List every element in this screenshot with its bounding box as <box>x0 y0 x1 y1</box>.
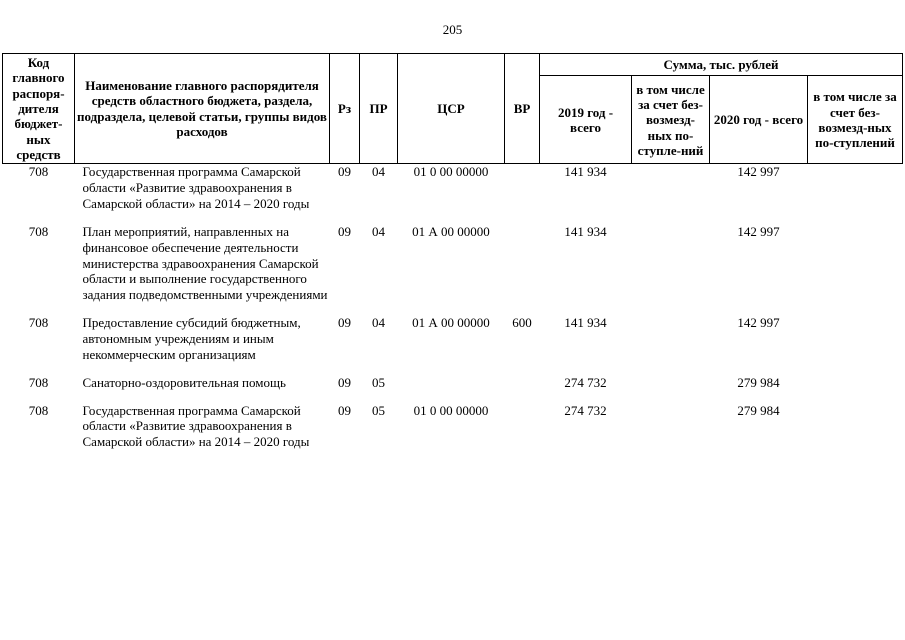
header-kod: Код главного распоря-дителя бюджет-ных средств <box>3 54 75 164</box>
cell-2020-total: 279 984 <box>737 374 780 390</box>
cell-pr: 04 <box>372 223 385 239</box>
cell-2019-free <box>632 164 710 224</box>
cell-kod: 708 <box>28 164 49 180</box>
header-vr: ВР <box>505 54 540 164</box>
page-number: 205 <box>442 22 463 37</box>
budget-table <box>2 53 903 450</box>
cell-2020-free <box>808 375 903 403</box>
cell-kod: 708 <box>28 223 49 239</box>
header-csr: ЦСР <box>398 54 505 164</box>
cell-2019-free <box>632 403 710 451</box>
header-2019-total: 2019 год - всего <box>540 76 632 164</box>
cell-2020-total: 142 997 <box>737 315 780 331</box>
cell-2020-total: 142 997 <box>737 223 780 239</box>
cell-vr <box>505 375 540 403</box>
cell-2019-free <box>632 315 710 375</box>
cell-vr: 600 <box>512 315 532 331</box>
cell-pr: 04 <box>372 315 385 331</box>
cell-kod: 708 <box>28 402 49 418</box>
cell-csr: 01 А 00 00000 <box>412 223 490 239</box>
cell-2020-free <box>808 315 903 375</box>
cell-2020-free <box>808 164 903 224</box>
cell-2019-total: 141 934 <box>564 223 607 239</box>
cell-2019-total: 274 732 <box>564 374 607 390</box>
cell-2020-free <box>808 224 903 315</box>
cell-rz: 09 <box>338 223 351 239</box>
cell-csr: 01 0 00 00000 <box>413 402 489 418</box>
header-2019-free: в том числе за счет без-возмезд-ных по-ступле-ний <box>632 76 710 164</box>
table-header <box>3 54 903 164</box>
cell-name: Санаторно-оздоровительная помощь <box>82 374 286 390</box>
cell-2020-total: 142 997 <box>737 164 780 180</box>
table-row <box>3 164 903 224</box>
header-sum: Сумма, тыс. рублей <box>540 54 903 76</box>
cell-2019-free <box>632 375 710 403</box>
cell-2020-free <box>808 403 903 451</box>
header-rz: Рз <box>330 54 360 164</box>
cell-vr <box>505 224 540 315</box>
cell-pr: 05 <box>372 374 385 390</box>
cell-csr: 01 0 00 00000 <box>413 164 489 180</box>
cell-name: Государственная программа Самарской области «Развитие здравоохранения в Самарской области» на 2014 – 2020 годы <box>82 402 310 450</box>
cell-2019-total: 274 732 <box>564 402 607 418</box>
cell-rz: 09 <box>338 374 351 390</box>
cell-csr: 01 А 00 00000 <box>412 315 490 331</box>
table-body <box>3 164 903 450</box>
cell-pr: 05 <box>372 402 385 418</box>
table-row <box>3 403 903 451</box>
cell-name: Предоставление субсидий бюджетным, автономным учреждениям и иным некоммерческим организациям <box>82 315 301 362</box>
cell-2020-total: 279 984 <box>737 402 780 418</box>
cell-2019-total: 141 934 <box>564 315 607 331</box>
cell-name: План мероприятий, направленных на финансовое обеспечение деятельности министерства здравоохранения Самарской области и выполнение государственного задания подведомственными учреждениями <box>82 223 328 303</box>
cell-vr <box>505 164 540 224</box>
cell-2019-free <box>632 224 710 315</box>
cell-rz: 09 <box>338 402 351 418</box>
table-row <box>3 375 903 403</box>
cell-vr <box>505 403 540 451</box>
cell-kod: 708 <box>28 315 49 331</box>
cell-rz: 09 <box>338 315 351 331</box>
cell-csr <box>398 375 505 403</box>
cell-pr: 04 <box>372 164 385 180</box>
cell-kod: 708 <box>28 374 49 390</box>
header-name: Наименование главного распорядителя средств областного бюджета, раздела, подраздела, целевой статьи, группы видов расходов <box>75 54 330 164</box>
cell-name: Государственная программа Самарской области «Развитие здравоохранения в Самарской области» на 2014 – 2020 годы <box>82 164 310 212</box>
header-pr: ПР <box>360 54 398 164</box>
table-row <box>3 224 903 315</box>
header-2020-total: 2020 год - всего <box>710 76 808 164</box>
cell-rz: 09 <box>338 164 351 180</box>
cell-2019-total: 141 934 <box>564 164 607 180</box>
table-row <box>3 315 903 375</box>
header-2020-free: в том числе за счет без-возмезд-ных по-ступлений <box>808 76 903 164</box>
